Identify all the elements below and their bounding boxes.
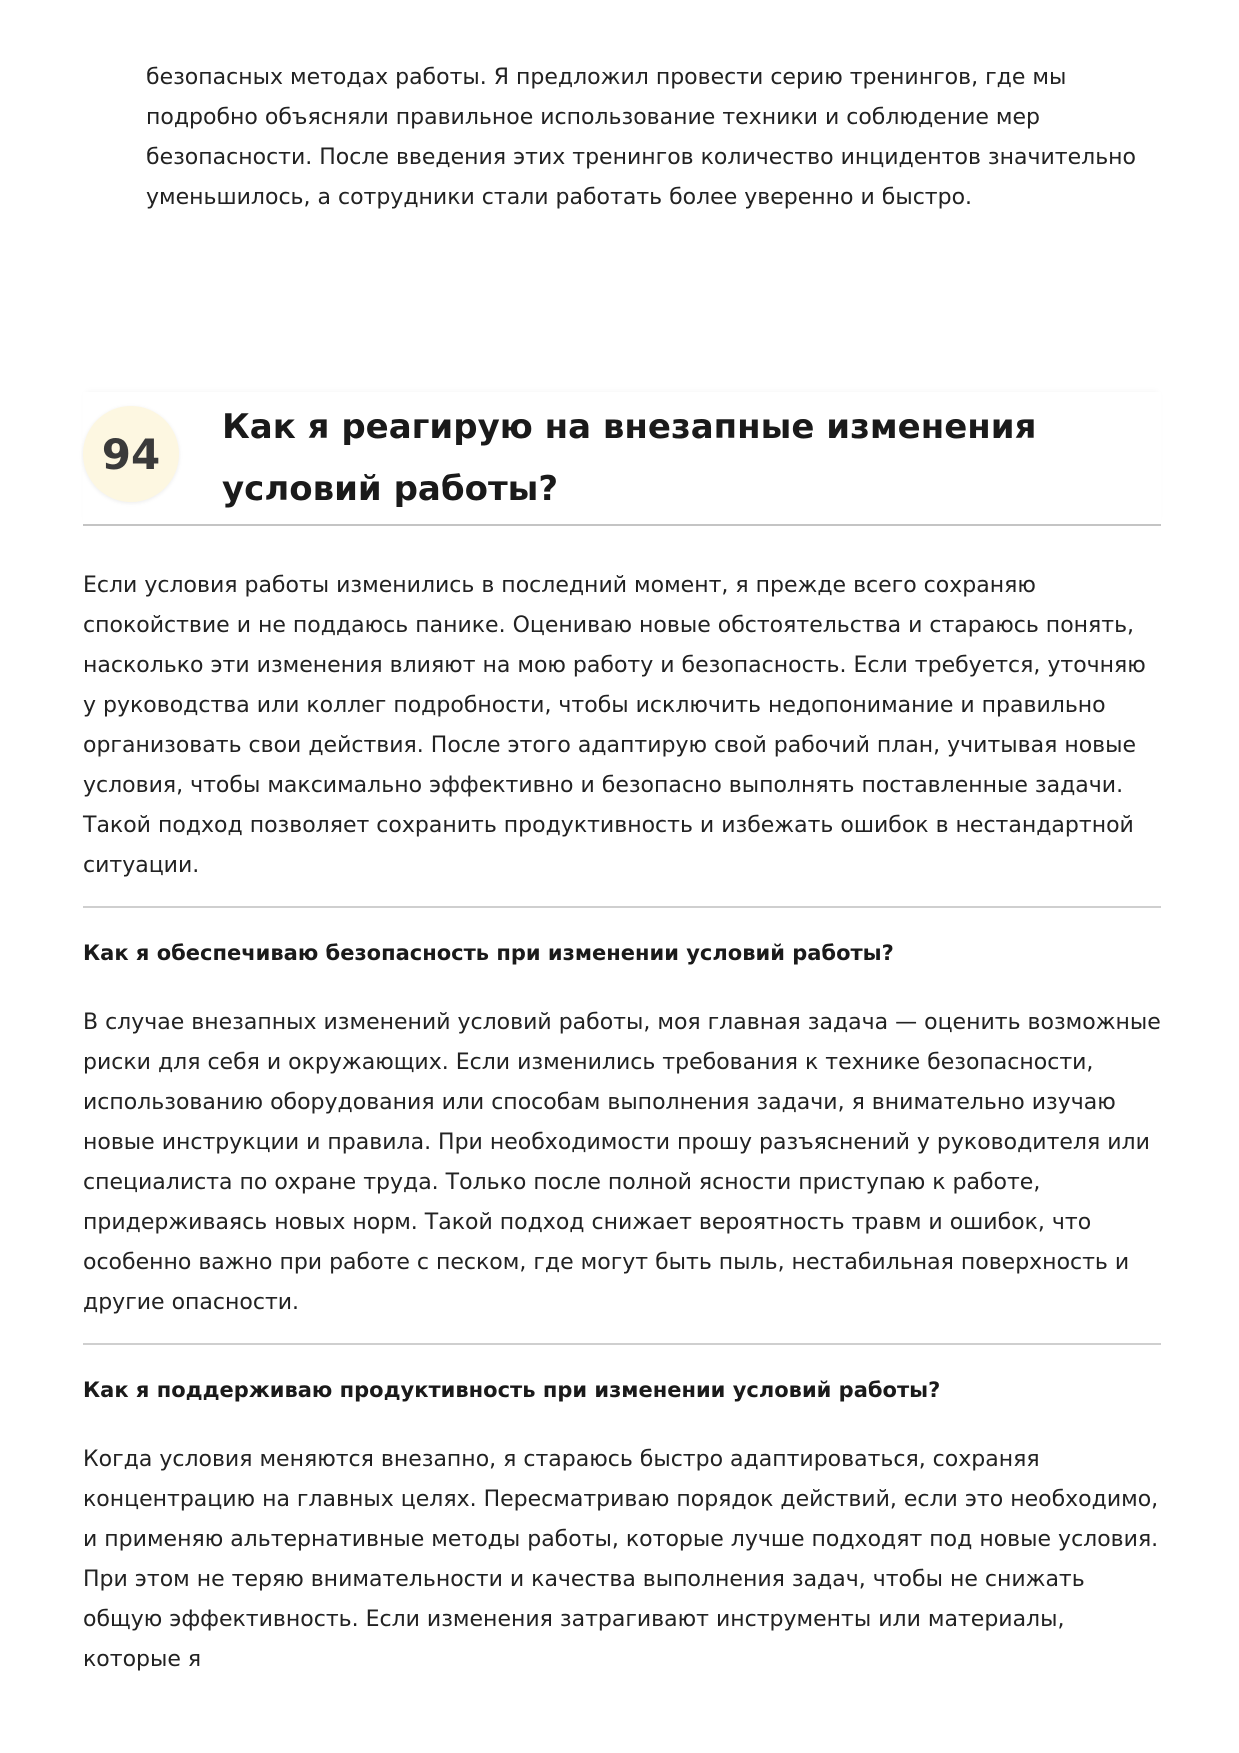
subsection-question: Как я поддерживаю продуктивность при изменении условий работы? bbox=[83, 1378, 941, 1402]
subsection-answer: Когда условия меняются внезапно, я стараюсь быстро адаптироваться, сохраняя концентрацию на главных целях. Пересматриваю порядок действий, если это необходимо, и применяю альтернативные методы работы, которые лучше подходят под новые условия. При этом не теряю внимательности и качества выполнения задач, чтобы не снижать общую эффективность. Если изменения затрагивают инструменты или материалы, которые я bbox=[83, 1447, 1159, 1672]
section-divider bbox=[83, 906, 1161, 908]
question-header bbox=[83, 392, 1161, 526]
question-title: Как я реагирую на внезапные изменения условий работы? bbox=[222, 407, 1037, 509]
subsection-answer: В случае внезапных изменений условий работы, моя главная задача — оценить возможные риски для себя и окружающих. Если изменились требования к технике безопасности, использованию оборудования или способам выполнения задачи, я внимательно изучаю новые инструкции и правила. При необходимости прошу разъяснений у руководителя или специалиста по охране труда. Только после полной ясности приступаю к работе, придерживаясь новых норм. Такой подход снижает вероятность травм и ошибок, что особенно важно при работе с песком, где могут быть пыль, нестабильная поверхность и другие опасности. bbox=[83, 1010, 1161, 1315]
subsection-question: Как я обеспечиваю безопасность при изменении условий работы? bbox=[83, 941, 894, 965]
intro-paragraph: безопасных методах работы. Я предложил провести серию тренингов, где мы подробно объясняли правильное использование техники и соблюдение мер безопасности. После введения этих тренингов количество инцидентов значительно уменьшилось, а сотрудники стали работать более уверенно и быстро. bbox=[146, 65, 1136, 210]
question-answer: Если условия работы изменились в последний момент, я прежде всего сохраняю спокойствие и не поддаюсь панике. Оцениваю новые обстоятельства и стараюсь понять, насколько эти изменения влияют на мою работу и безопасность. Если требуется, уточняю у руководства или коллег подробности, чтобы исключить недопонимание и правильно организовать свои действия. После этого адаптирую свой рабочий план, учитывая новые условия, чтобы максимально эффективно и безопасно выполнять поставленные задачи. Такой подход позволяет сохранить продуктивность и избежать ошибок в нестандартной ситуации. bbox=[83, 573, 1146, 878]
question-number-badge: 94 bbox=[83, 406, 179, 502]
section-divider bbox=[83, 1343, 1161, 1345]
